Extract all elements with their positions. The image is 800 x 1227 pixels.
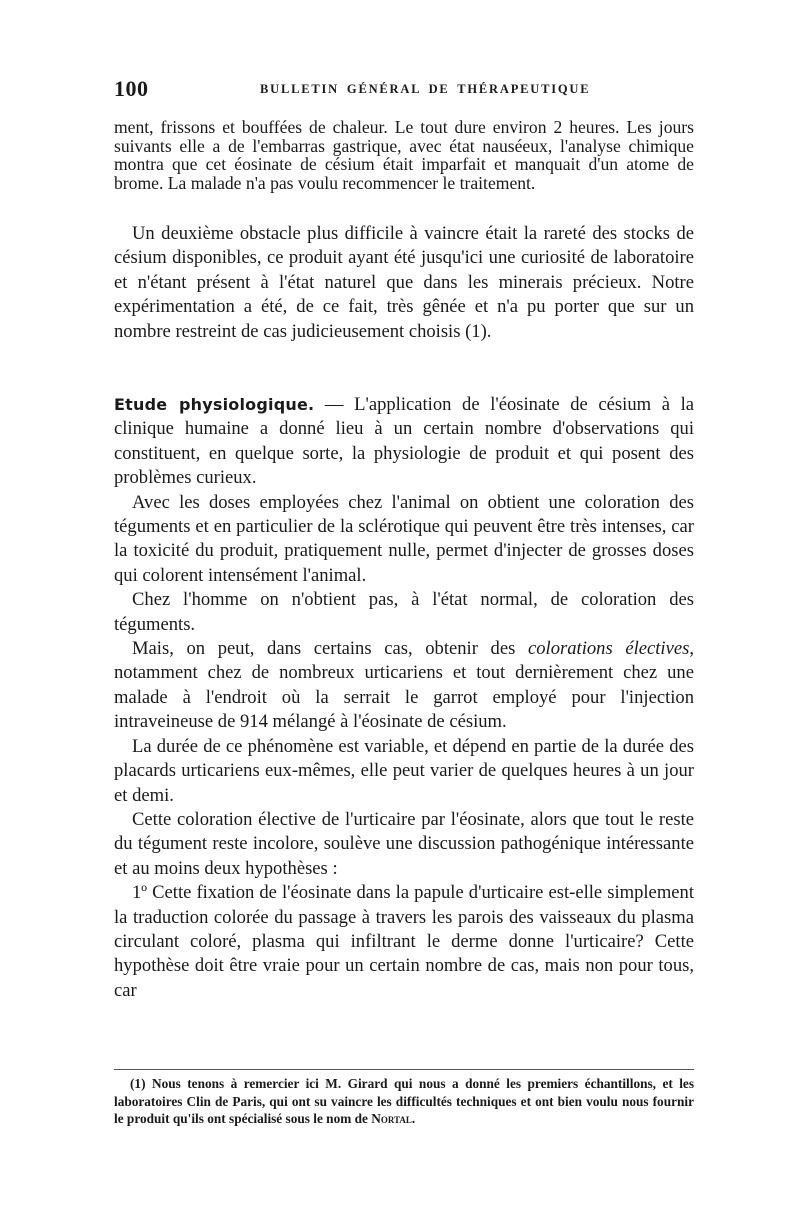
journal-title: BULLETIN GÉNÉRAL DE THÉRAPEUTIQUE	[260, 82, 591, 96]
paragraph-elective-text-end: , notamment chez de nombreux urticariens et tout dernièrement chez une malade à l'endroit où la serrait le garrot employé pour l'injection intraveineuse de 914 mélangé à l'éosinate de césium.	[114, 638, 694, 733]
footnote-text: (1) Nous tenons à remercier ici M. Girard qui nous a donné les premiers échantillons, et les laboratoires Clin de Paris, qui ont su vaincre les difficultés techniques et ont bien voulu nous fournir le produit qu'ils ont spécialisé sous le nom de	[114, 1076, 694, 1127]
physiology-section	[114, 393, 694, 1003]
paragraph-elective-coloration	[114, 637, 694, 735]
paragraph-discussion: Cette coloration élective de l'urticaire par l'éosinate, alors que tout le reste du tégument reste incolore, soulève une discussion pathogénique intéressante et au moins deux hypothèses :	[114, 808, 694, 879]
paragraph-obstacle: Un deuxième obstacle plus difficile à vaincre était la rareté des stocks de césium disponibles, ce produit ayant été jusqu'ici une curiosité de laboratoire et n'étant présent à l'état naturel que dans les minerais précieux. Notre expérimentation a été, de ce fait, très gênée et n'a pu porter que sur un nombre restreint de cas judicieusement choisis (1).	[114, 223, 694, 342]
paragraph-hypothesis-one: 1º Cette fixation de l'éosinate dans la papule d'urticaire est-elle simplement la traduction colorée du passage à travers les parois des vaisseaux du plasma circulant coloré, plasma qui infiltrant le derme donne l'urticaire? Cette hypothèse doit être vraie pour un certain nombre de cas, mais non pour tous, car	[114, 882, 694, 1001]
paragraph-elective-text-start: Mais, on peut, dans certains cas, obtenir des	[132, 638, 528, 660]
footnote-product-name: Nortal	[371, 1111, 412, 1127]
opening-paragraph-block	[114, 118, 694, 193]
footnote-paragraph	[114, 1075, 694, 1128]
paragraph-continuation: ment, frissons et bouffées de chaleur. Le tout dure environ 2 heures. Les jours suivants elle a de l'embarras gastrique, avec état nauséeux, l'analyse chimique montra que cet éosinate de césium était imparfait et manquait d'un atome de brome. La malade n'a pas voulu recommencer le traitement.	[114, 117, 694, 194]
footnote-end: .	[411, 1111, 416, 1127]
running-header	[114, 76, 694, 102]
main-text-block	[114, 222, 694, 344]
page-number: 100	[114, 76, 149, 101]
paragraph-duration: La durée de ce phénomène est variable, et dépend en partie de la durée des placards urticariens eux-mêmes, elle peut varier de quelques heures à un jour et demi.	[114, 735, 694, 806]
footnote-divider	[114, 1069, 694, 1070]
paragraph-animal-doses: Avec les doses employées chez l'animal on obtient une coloration des téguments et en particulier de la sclérotique qui peuvent être très intenses, car la toxicité du produit, pratiquement nulle, permet d'injecter de grosses doses qui colorent intensément l'animal.	[114, 491, 694, 586]
paragraph-physiology-intro	[114, 393, 694, 491]
paragraph-elective-italic: colorations électives	[527, 638, 690, 660]
paragraph-physiology-text: — L'application de l'éosinate de césium à la clinique humaine a donné lieu à un certain nombre d'observations qui constituent, en quelque sorte, la physiologie de produit et qui posent des problèmes curieux.	[114, 394, 694, 489]
section-heading: Etude physiologique.	[114, 395, 315, 414]
paragraph-human-normal: Chez l'homme on n'obtient pas, à l'état normal, de coloration des téguments.	[114, 589, 694, 635]
footnote	[114, 1075, 694, 1128]
